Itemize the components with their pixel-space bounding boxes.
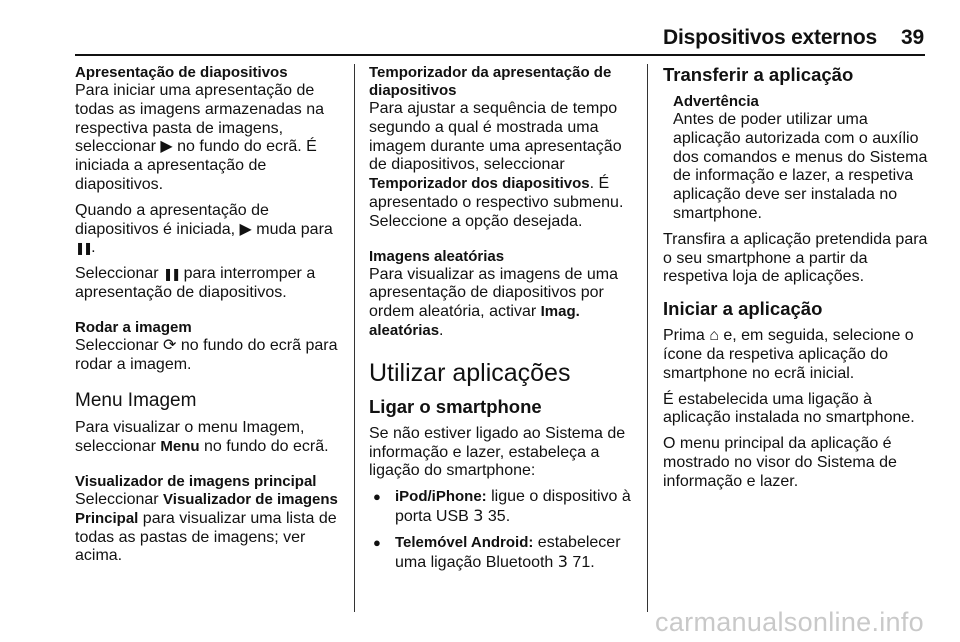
column-1 bbox=[75, 64, 345, 573]
bullet-icon: ● bbox=[373, 534, 381, 550]
watermark: carmanualsonline.info bbox=[655, 607, 924, 637]
warning-text: Antes de poder utilizar uma aplicação autorizada com o auxílio dos comandos e menus do Sistema de informação e lazer, a respetiva aplicação deve ser instalada no smartphone. bbox=[673, 111, 928, 222]
para-shuffle: Para visualizar as imagens de uma apresentação de diapositivos por ordem aleatória, activar Imag. aleatórias. bbox=[369, 265, 619, 339]
heading-main-viewer: Visualizador de imagens principal bbox=[75, 472, 317, 490]
para-connect: Se não estiver ligado ao Sistema de informação e lazer, estabeleça a ligação do smartphone: bbox=[369, 424, 626, 480]
list-item: ● iPod/iPhone: ligue o dispositivo à porta USB 3 35. bbox=[369, 488, 639, 527]
para-start-app: Prima ⌂ e, em seguida, selecione o ícone da respetiva aplicação do smartphone no ecrã inicial. bbox=[663, 327, 914, 382]
heading-download-app: Transferir a aplicação bbox=[663, 64, 854, 85]
heading-use-apps: Utilizar aplicações bbox=[369, 358, 571, 387]
reference-arrow-icon: 3 bbox=[557, 551, 568, 571]
para-rotate: Seleccionar ⟳ no fundo do ecrã para rodar a imagem. bbox=[75, 336, 338, 373]
header-rule bbox=[75, 54, 925, 56]
play-icon: ▶ bbox=[239, 220, 252, 238]
para-connection: É estabelecida uma ligação à aplicação instalada no smartphone. bbox=[663, 390, 915, 427]
para-main-menu: O menu principal da aplicação é mostrado no visor do Sistema de informação e lazer. bbox=[663, 435, 897, 490]
header-title: Dispositivos externos bbox=[662, 26, 878, 49]
para-image-menu: Para visualizar o menu Imagem, seleccionar Menu no fundo do ecrã. bbox=[75, 419, 329, 456]
page-header bbox=[663, 26, 924, 50]
reference-arrow-icon: 3 bbox=[473, 505, 484, 525]
para-slideshow-start: Para iniciar uma apresentação de todas as imagens armazenadas na respectiva pasta de imagens, seleccionar ▶ no fundo do ecrã. É iniciada a apresentação de diapositivos. bbox=[75, 82, 325, 193]
column-divider-2 bbox=[647, 64, 648, 612]
column-2 bbox=[369, 64, 639, 579]
warning-note bbox=[663, 93, 928, 224]
para-download: Transfira a aplicação pretendida para o seu smartphone a partir da respetiva loja de aplicações. bbox=[663, 230, 928, 286]
rotate-icon: ⟳ bbox=[163, 336, 177, 354]
para-main-viewer: Seleccionar Visualizador de imagens Principal para visualizar uma lista de todas as pastas de imagens; ver acima. bbox=[75, 490, 338, 565]
list-item: ● Telemóvel Android: estabelecer uma ligação Bluetooth 3 71. bbox=[369, 534, 639, 573]
heading-connect-smartphone: Ligar o smartphone bbox=[369, 395, 542, 417]
para-slideshow-toggle: Quando a apresentação de diapositivos é iniciada, ▶ muda para ❚❚. bbox=[75, 201, 333, 257]
heading-image-menu: Menu Imagem bbox=[75, 390, 197, 412]
heading-slideshow: Apresentação de diapositivos bbox=[75, 64, 288, 81]
play-icon: ▶ bbox=[160, 138, 173, 156]
heading-shuffle: Imagens aleatórias bbox=[369, 247, 505, 265]
column-divider-1 bbox=[354, 64, 355, 612]
para-slideshow-timer: Para ajustar a sequência de tempo segundo a qual é mostrada uma imagem durante uma apresentação de diapositivos, seleccionar Temporizador dos diapositivos. É apresentado o respectivo submenu. Seleccione a opção desejada. bbox=[369, 100, 624, 230]
para-slideshow-stop: Seleccionar ❚❚ para interromper a apresentação de diapositivos. bbox=[75, 265, 316, 301]
bullet-icon: ● bbox=[373, 489, 381, 505]
heading-start-app: Iniciar a aplicação bbox=[663, 298, 823, 320]
heading-rotate: Rodar a imagem bbox=[75, 318, 192, 336]
pause-icon: ❚❚ bbox=[163, 267, 180, 282]
heading-slideshow-timer: Temporizador da apresentação de diapositivos bbox=[369, 64, 612, 99]
warning-title: Advertência bbox=[673, 93, 759, 110]
pause-icon: ❚❚ bbox=[75, 241, 92, 256]
page-number: 39 bbox=[901, 26, 924, 49]
home-icon: ⌂ bbox=[709, 327, 719, 345]
column-3 bbox=[663, 64, 928, 499]
